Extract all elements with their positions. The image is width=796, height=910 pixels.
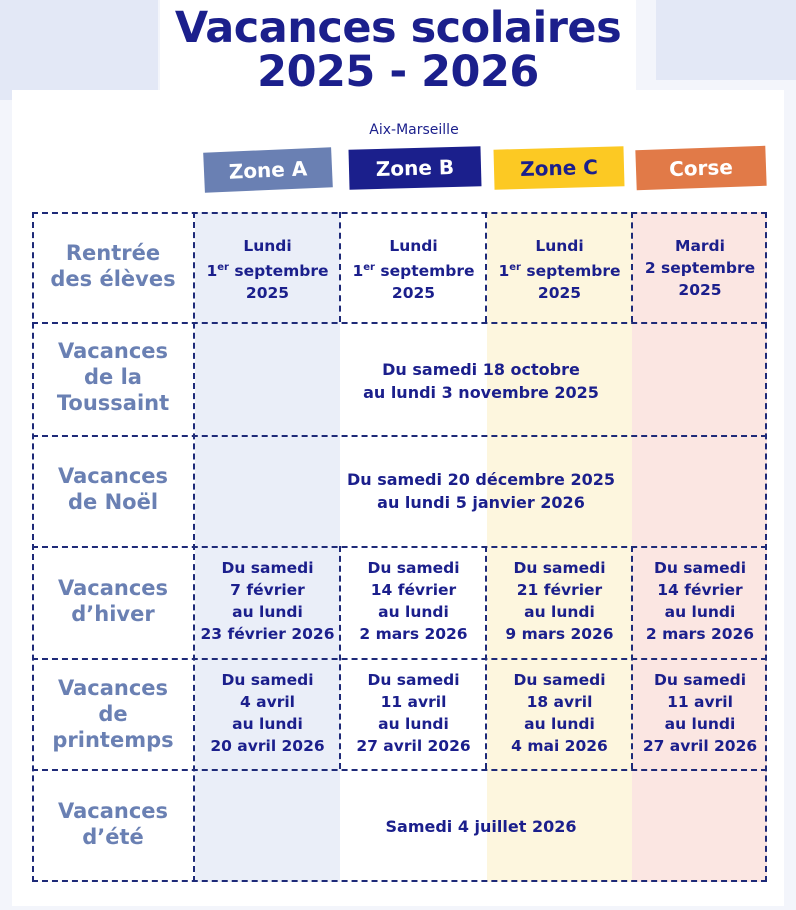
row-divider [32,322,767,324]
rentree-corse: Mardi 2 septembre 2025 [644,237,756,299]
title-block [160,0,636,112]
row-divider [32,435,767,437]
row-divider [32,658,767,660]
hiver-corse: Du samedi 14 février au lundi 2 mars 2026 [645,559,755,643]
printemps-zone-c: Du samedi 18 avril au lundi 4 mai 2026 [511,671,608,755]
row-divider [32,546,767,548]
printemps-corse: Du samedi 11 avril au lundi 27 avril 2026 [642,671,758,755]
zone-b-subtitle: Aix-Marseille [369,122,459,138]
row-label-noel: Vacances de Noël [57,464,169,514]
hiver-zone-a: Du samedi 7 février au lundi 23 février 2026 [200,559,335,643]
hiver-zone-b: Du samedi 14 février au lundi 2 mars 2026 [359,559,468,643]
zone-a-tab: Zone A [203,147,333,193]
col-divider [193,212,195,882]
title-line-1: Vacances scolaires [174,3,622,53]
zone-c-tab: Zone C [493,146,624,189]
printemps-zone-b: Du samedi 11 avril au lundi 27 avril 2026 [356,671,471,755]
hiver-zone-c: Du samedi 21 février au lundi 9 mars 2026 [505,559,614,643]
noel-dates: Du samedi 20 décembre 2025 au lundi 5 janvier 2026 [346,470,616,512]
zone-b-tab: Zone B [348,146,481,189]
rentree-zone-c: Lundi 1er septembre 2025 [498,237,621,303]
page-title [160,3,636,97]
printemps-zone-a: Du samedi 4 avril au lundi 20 avril 2026 [210,671,325,755]
toussaint-dates: Du samedi 18 octobre au lundi 3 novembre 2025 [363,360,599,402]
ete-date: Samedi 4 juillet 2026 [385,817,577,836]
rentree-zone-b: Lundi 1er septembre 2025 [352,237,475,303]
corse-tab: Corse [635,146,766,191]
row-label-ete: Vacances d’été [57,799,169,849]
row-divider [32,769,767,771]
title-line-2: 2025 - 2026 [257,47,539,97]
row-label-printemps: Vacances de printemps [52,676,174,752]
row-label-rentree: Rentrée des élèves [50,241,176,291]
rentree-zone-a: Lundi 1er septembre 2025 [206,237,329,303]
row-label-toussaint: Vacances de la Toussaint [56,339,170,415]
row-label-hiver: Vacances d’hiver [57,576,169,626]
decor-top-right [656,0,796,80]
decor-top-left [0,0,158,100]
